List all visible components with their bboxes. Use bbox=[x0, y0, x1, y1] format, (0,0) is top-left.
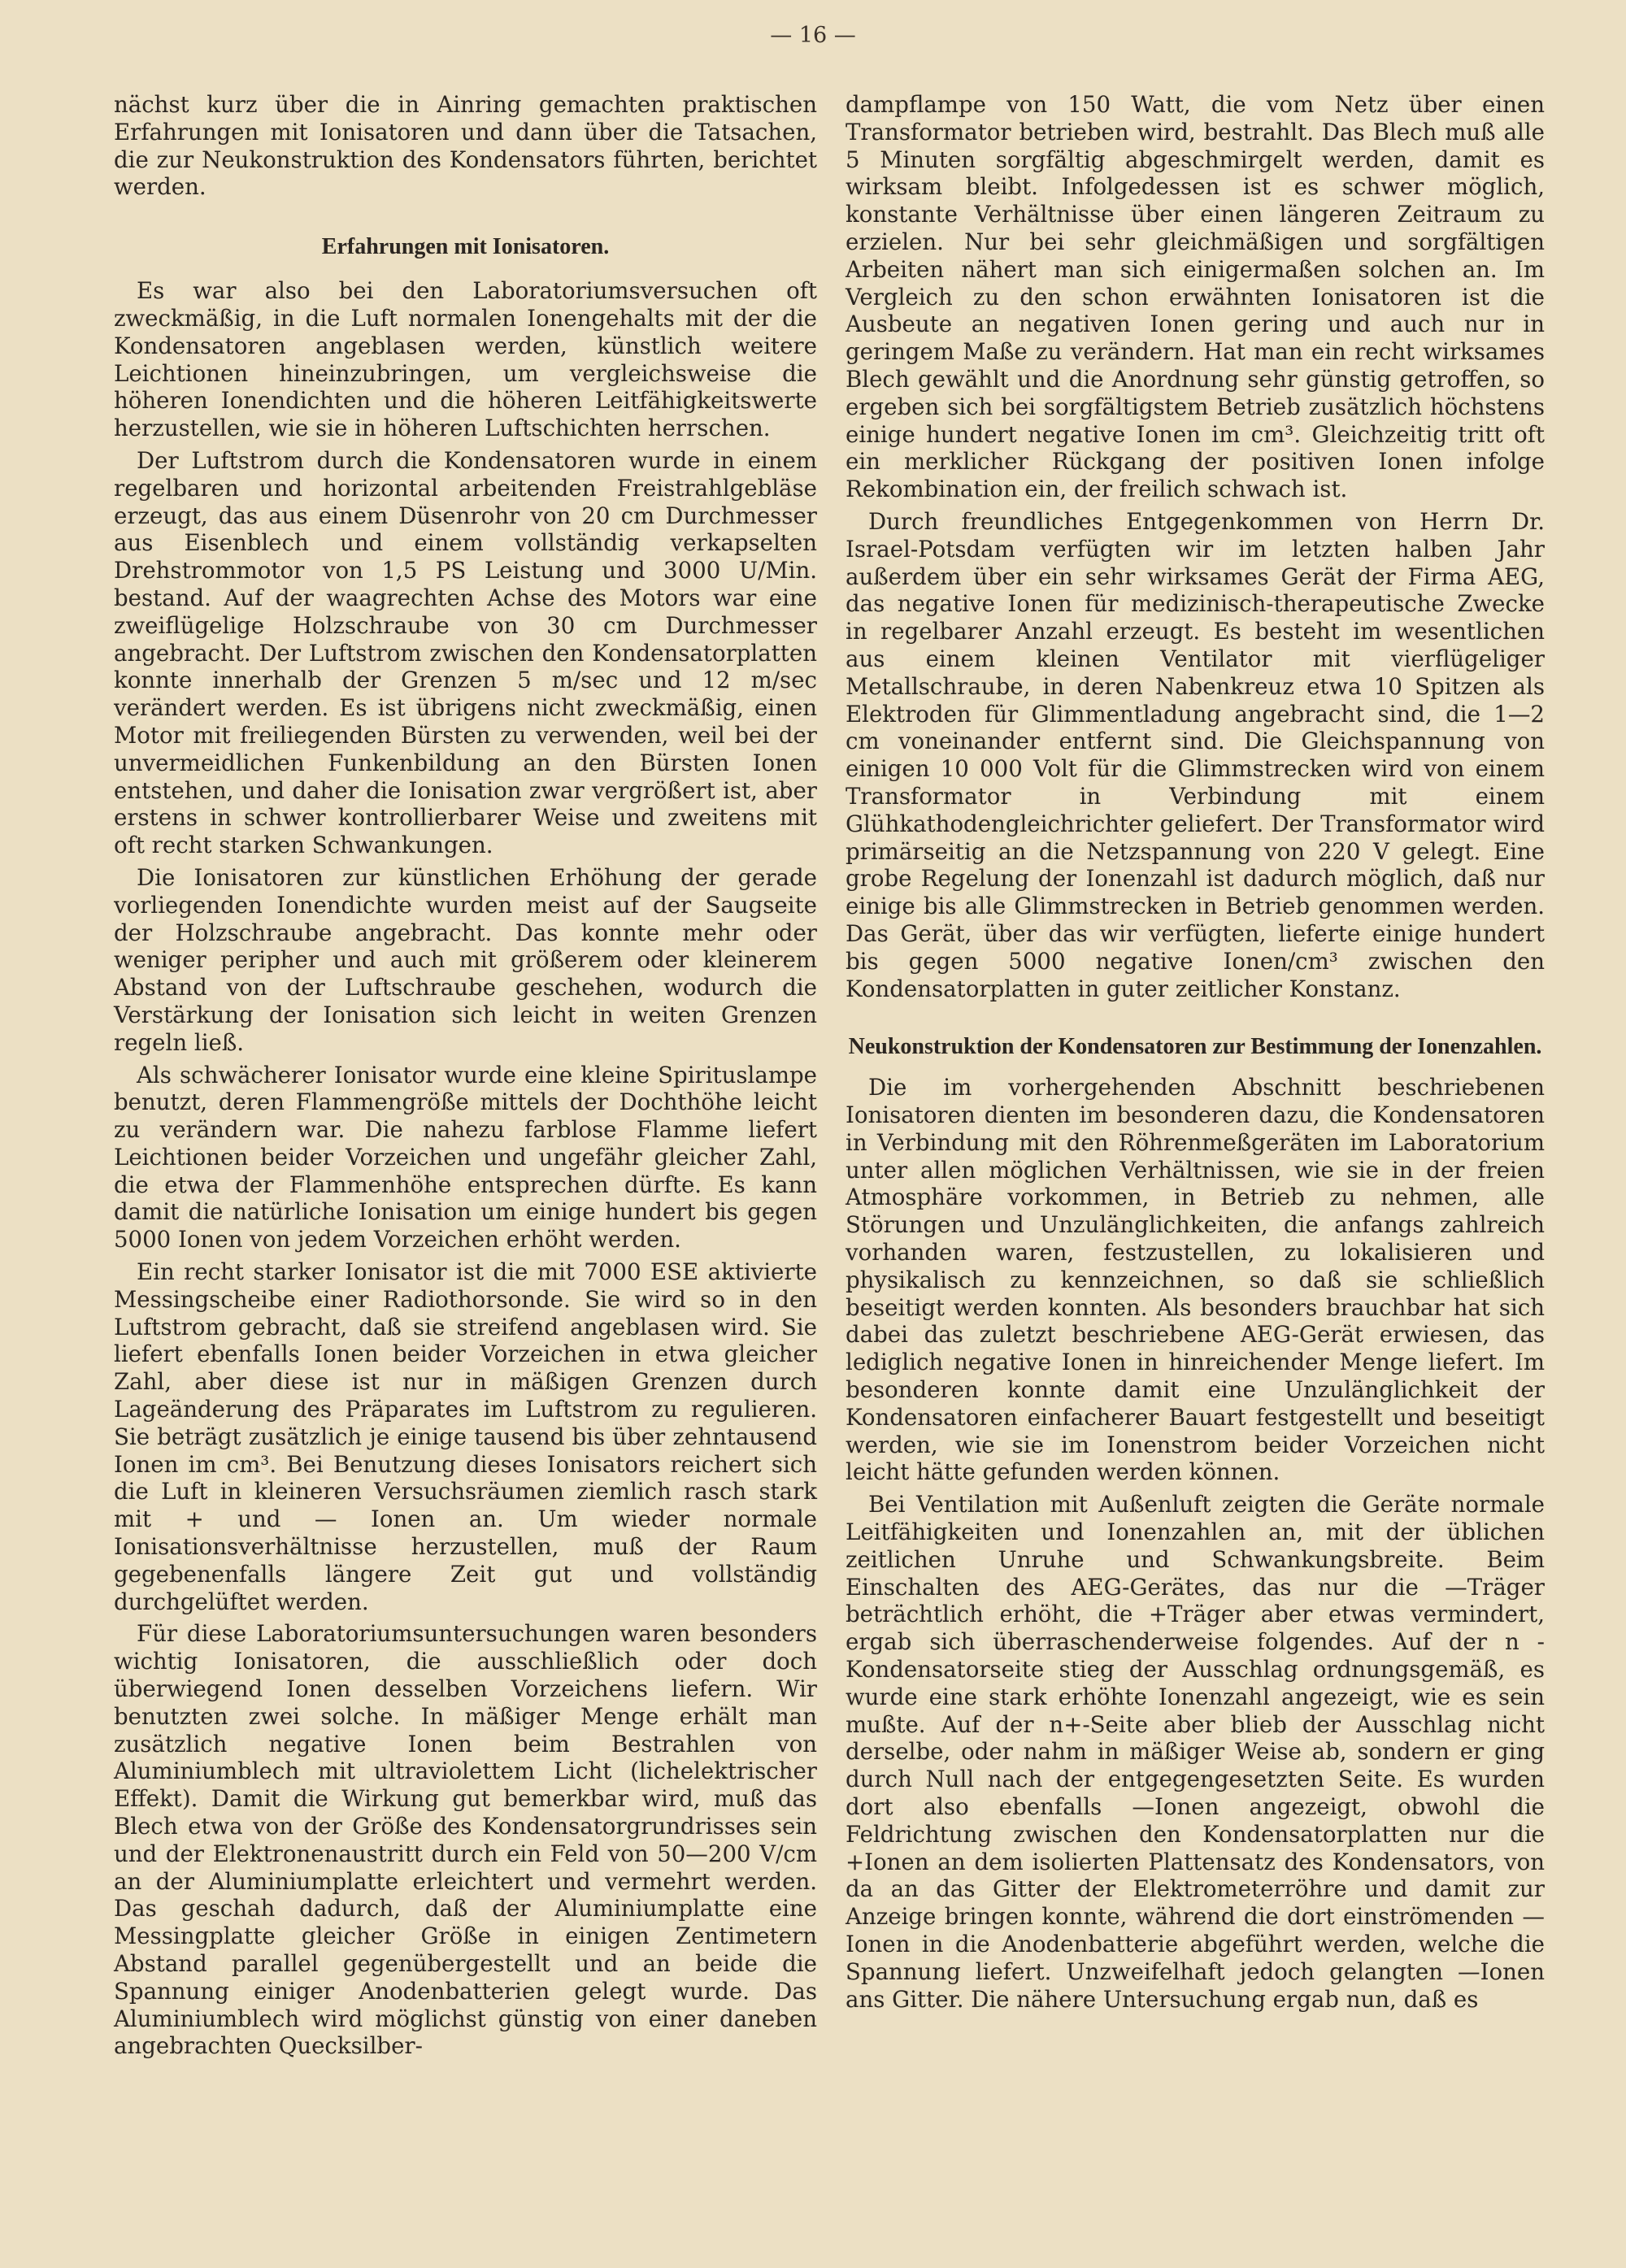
paragraph: dampflampe von 150 Watt, die vom Netz über einen Transformator betrieben wird, bestrahlt. Das Blech muß alle 5 Minuten sorgfältig abgeschmirgelt werden, damit es wirksam bleibt. Infolgedessen ist es schwer möglich, konstante Verhältnisse über einen längeren Zeitraum zu erzielen. Nur bei sehr gleichmäßigen und sorgfältigen Arbeiten nähert man sich einigermaßen solchen an. Im Vergleich zu den schon erwähnten Ionisatoren ist die Ausbeute an negativen Ionen gering und auch nur in geringem Maße zu verändern. Hat man ein recht wirksames Blech gewählt und die Anordnung sehr günstig getroffen, so ergeben sich bei sorgfältigstem Betrieb zusätzlich höchstens einige hundert negative Ionen im cm³. Gleichzeitig tritt oft ein merklicher Rückgang der positiven Ionen infolge Rekombination ein, der freilich schwach ist. bbox=[846, 91, 1545, 503]
paragraph: Als schwächerer Ionisator wurde eine kleine Spirituslampe benutzt, deren Flammengröße mittels der Dochthöhe leicht zu verändern war. Die nahezu farblose Flamme liefert Leichtionen beider Vorzeichen und ungefähr gleicher Zahl, die etwa der Flammenhöhe entsprechen dürfte. Es kann damit die natürliche Ionisation um einige hundert bis gegen 5000 Ionen von jedem Vorzeichen erhöht werden. bbox=[114, 1061, 817, 1253]
paragraph: Es war also bei den Laboratoriumsversuchen oft zweckmäßig, in die Luft normalen Ionengehalts mit der die Kondensatoren angeblasen werden, künstlich weitere Leichtionen hineinzubringen, um vergleichsweise die höheren Ionendichten und die höheren Leitfähigkeitswerte herzustellen, wie sie in höheren Luftschichten herrschen. bbox=[114, 277, 817, 442]
paragraph: Die Ionisatoren zur künstlichen Erhöhung der gerade vorliegenden Ionendichte wurden meist auf der Saugseite der Holzschraube angebracht. Das konnte mehr oder weniger peripher und auch mit größerem oder kleinerem Abstand von der Luftschraube geschehen, wodurch die Verstärkung der Ionisation sich leicht in weiten Grenzen regeln ließ. bbox=[114, 863, 817, 1056]
paragraph: Durch freundliches Entgegenkommen von Herrn Dr. Israel-Potsdam verfügten wir im letzten halben Jahr außerdem über ein sehr wirksames Gerät der Firma AEG, das negative Ionen für medizinisch-therapeutische Zwecke in regelbarer Anzahl erzeugt. Es besteht im wesentlichen aus einem kleinen Ventilator mit vierflügeliger Metallschraube, in deren Nabenkreuz etwa 10 Spitzen als Elektroden für Glimmentladung angebracht sind, die 1—2 cm voneinander entfernt sind. Die Gleichspannung von einigen 10 000 Volt für die Glimmstrecken wird von einem Transformator in Verbindung mit einem Glühkathodengleichrichter geliefert. Der Transformator wird primärseitig an die Netzspannung von 220 V gelegt. Eine grobe Regelung der Ionenzahl ist dadurch möglich, daß nur einige bis alle Glimmstrecken in Betrieb genommen werden. Das Gerät, über das wir verfügten, lieferte einige hundert bis gegen 5000 negative Ionen/cm³ zwischen den Kondensatorplatten in guter zeitlicher Konstanz. bbox=[846, 507, 1545, 1002]
section-heading: Erfahrungen mit Ionisatoren. bbox=[321, 234, 610, 260]
paragraph: Bei Ventilation mit Außenluft zeigten die Geräte normale Leitfähigkeiten und Ionenzahlen an, mit der üblichen zeitlichen Unruhe und Schwankungsbreite. Beim Einschalten des AEG-Gerätes, das nur die —Träger beträchtlich erhöht, die +Träger aber etwas vermindert, ergab sich überraschenderweise folgendes. Auf der n -Kondensatorseite stieg der Ausschlag ordnungsgemäß, es wurde eine stark erhöhte Ionenzahl angezeigt, wie es sein mußte. Auf der n+-Seite aber blieb der Ausschlag nicht derselbe, oder nahm in mäßiger Weise ab, sondern er ging durch Null nach der entgegengesetzten Seite. Es wurden dort also ebenfalls —Ionen angezeigt, obwohl die Feldrichtung zwischen den Kondensatorplatten nur die +Ionen an dem isolierten Plattensatz des Kondensators, von da an das Gitter der Elektrometerröhre und damit zur Anzeige bringen konnte, während die dort einströmenden —Ionen in die Anodenbatterie abgeführt werden, welche die Spannung liefert. Unzweifelhaft jedoch gelangten —Ionen ans Gitter. Die nähere Untersuchung ergab nun, daß es bbox=[846, 1491, 1545, 2013]
paragraph: nächst kurz über die in Ainring gemachten praktischen Erfahrungen mit Ionisatoren und dann über die Tatsachen, die zur Neukonstruktion des Kondensators führten, berichtet werden. bbox=[114, 91, 817, 201]
paragraph: Für diese Laboratoriumsuntersuchungen waren besonders wichtig Ionisatoren, die ausschließlich oder doch überwiegend Ionen desselben Vorzeichens liefern. Wir benutzten zwei solche. In mäßiger Menge erhält man zusätzlich negative Ionen beim Bestrahlen von Aluminiumblech mit ultraviolettem Licht (lichelektrischer Effekt). Damit die Wirkung gut bemerkbar wird, muß das Blech etwa von der Größe des Kondensatorgrundrisses sein und der Elektronenaustritt durch ein Feld von 50—200 V/cm an der Aluminiumplatte erleichtert und vermehrt werden. Das geschah dadurch, daß der Aluminiumplatte eine Messingplatte gleicher Größe in einigen Zentimetern Abstand parallel gegenübergestellt und an beide die Spannung einiger Anodenbatterien gelegt wurde. Das Aluminiumblech wird möglichst günstig von einer daneben angebrachten Quecksilber- bbox=[114, 1620, 817, 2060]
left-column bbox=[114, 91, 817, 2065]
paragraph: Der Luftstrom durch die Kondensatoren wurde in einem regelbaren und horizontal arbeitenden Freistrahlgebläse erzeugt, das aus einem Düsenrohr von 20 cm Durchmesser aus Eisenblech und einem vollständig verkapselten Drehstrommotor von 1,5 PS Leistung und 3000 U/Min. bestand. Auf der waagrechten Achse des Motors war eine zweiflügelige Holzschraube von 30 cm Durchmesser angebracht. Der Luftstrom zwischen den Kondensatorplatten konnte innerhalb der Grenzen 5 m/sec und 12 m/sec verändert werden. Es ist übrigens nicht zweckmäßig, einen Motor mit freiliegenden Bürsten zu verwenden, weil bei der unvermeidlichen Funkenbildung an den Bürsten Ionen entstehen, und daher die Ionisation zwar vergrößert ist, aber erstens in schwer kontrollierbarer Weise und zweitens mit oft recht starken Schwankungen. bbox=[114, 446, 817, 859]
paragraph: Die im vorhergehenden Abschnitt beschriebenen Ionisatoren dienten im besonderen dazu, die Kondensatoren in Verbindung mit den Röhrenmeßgeräten im Laboratorium unter allen möglichen Verhältnissen, wie sie in der freien Atmosphäre vorkommen, in Betrieb zu nehmen, alle Störungen und Unzulänglichkeiten, die anfangs zahlreich vorhanden waren, festzustellen, zu lokalisieren und physikalisch zu kennzeichnen, so daß sie schließlich beseitigt werden konnten. Als besonders brauchbar hat sich dabei das zuletzt beschriebene AEG-Gerät erwiesen, das lediglich negative Ionen in hinreichender Menge liefert. Im besonderen konnte damit eine Unzulänglichkeit der Kondensatoren einfacherer Bauart festgestellt und beseitigt werden, wie sie im Ionenstrom beider Vorzeichen nicht leicht hätte gefunden werden können. bbox=[846, 1074, 1545, 1486]
page-number: — 16 — bbox=[770, 23, 856, 48]
right-column bbox=[846, 91, 1545, 2018]
section-heading: Neukonstruktion der Kondensatoren zur Bestimmung der Ionenzahlen. bbox=[848, 1034, 1542, 1060]
paragraph: Ein recht starker Ionisator ist die mit 7000 ESE aktivierte Messingscheibe einer Radiothorsonde. Sie wird so in den Luftstrom gebracht, daß sie streifend angeblasen wird. Sie liefert ebenfalls Ionen beider Vorzeichen in etwa gleicher Zahl, aber diese ist nur in mäßigen Grenzen durch Lageänderung des Präparates im Luftstrom zu regulieren. Sie beträgt zusätzlich je einige tausend bis über zehntausend Ionen im cm³. Bei Benutzung dieses Ionisators reichert sich die Luft in kleineren Versuchsräumen ziemlich rasch stark mit + und — Ionen an. Um wieder normale Ionisationsverhältnisse herzustellen, muß der Raum gegebenenfalls längere Zeit gut und vollständig durchgelüftet werden. bbox=[114, 1258, 817, 1615]
